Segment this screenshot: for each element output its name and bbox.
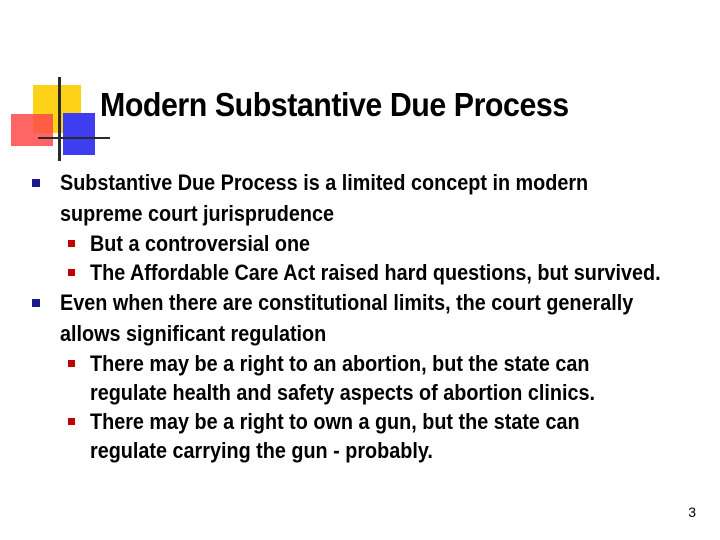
bullet-text-line: supreme court jurisprudence	[60, 201, 334, 226]
decorative-logo	[0, 0, 110, 165]
square-bullet-icon	[68, 240, 75, 247]
sub-bullet-text-line: There may be a right to own a gun, but the state can	[90, 409, 580, 434]
bullet-text-line: allows significant regulation	[60, 321, 327, 346]
sub-bullet-text-line: The Affordable Care Act raised hard questions, but survived.	[90, 260, 661, 285]
sub-bullet-text-line: regulate health and safety aspects of abortion clinics.	[90, 380, 596, 405]
square-bullet-icon	[32, 179, 40, 187]
sub-bullet-item	[28, 349, 718, 407]
logo-red-square	[11, 114, 53, 146]
logo-vertical-line	[58, 77, 61, 161]
sub-bullet-item	[28, 258, 718, 287]
sub-bullet-text-line: regulate carrying the gun - probably.	[90, 438, 433, 463]
slide-content	[28, 167, 718, 465]
logo-blue-square	[63, 113, 95, 155]
bullet-item	[28, 167, 718, 229]
square-bullet-icon	[68, 418, 75, 425]
page-number: 3	[688, 504, 696, 520]
bullet-item	[28, 287, 718, 349]
square-bullet-icon	[68, 269, 75, 276]
bullet-text-line: Substantive Due Process is a limited concept in modern	[60, 170, 589, 195]
slide-title: Modern Substantive Due Process	[100, 86, 569, 123]
sub-bullet-item	[28, 407, 718, 465]
sub-bullet-item	[28, 229, 718, 258]
sub-bullet-text-line: But a controversial one	[90, 231, 311, 256]
square-bullet-icon	[32, 299, 40, 307]
square-bullet-icon	[68, 360, 75, 367]
bullet-text-line: Even when there are constitutional limits, the court generally	[60, 290, 634, 315]
sub-bullet-text-line: There may be a right to an abortion, but the state can	[90, 351, 590, 376]
logo-horizontal-line	[38, 137, 110, 139]
